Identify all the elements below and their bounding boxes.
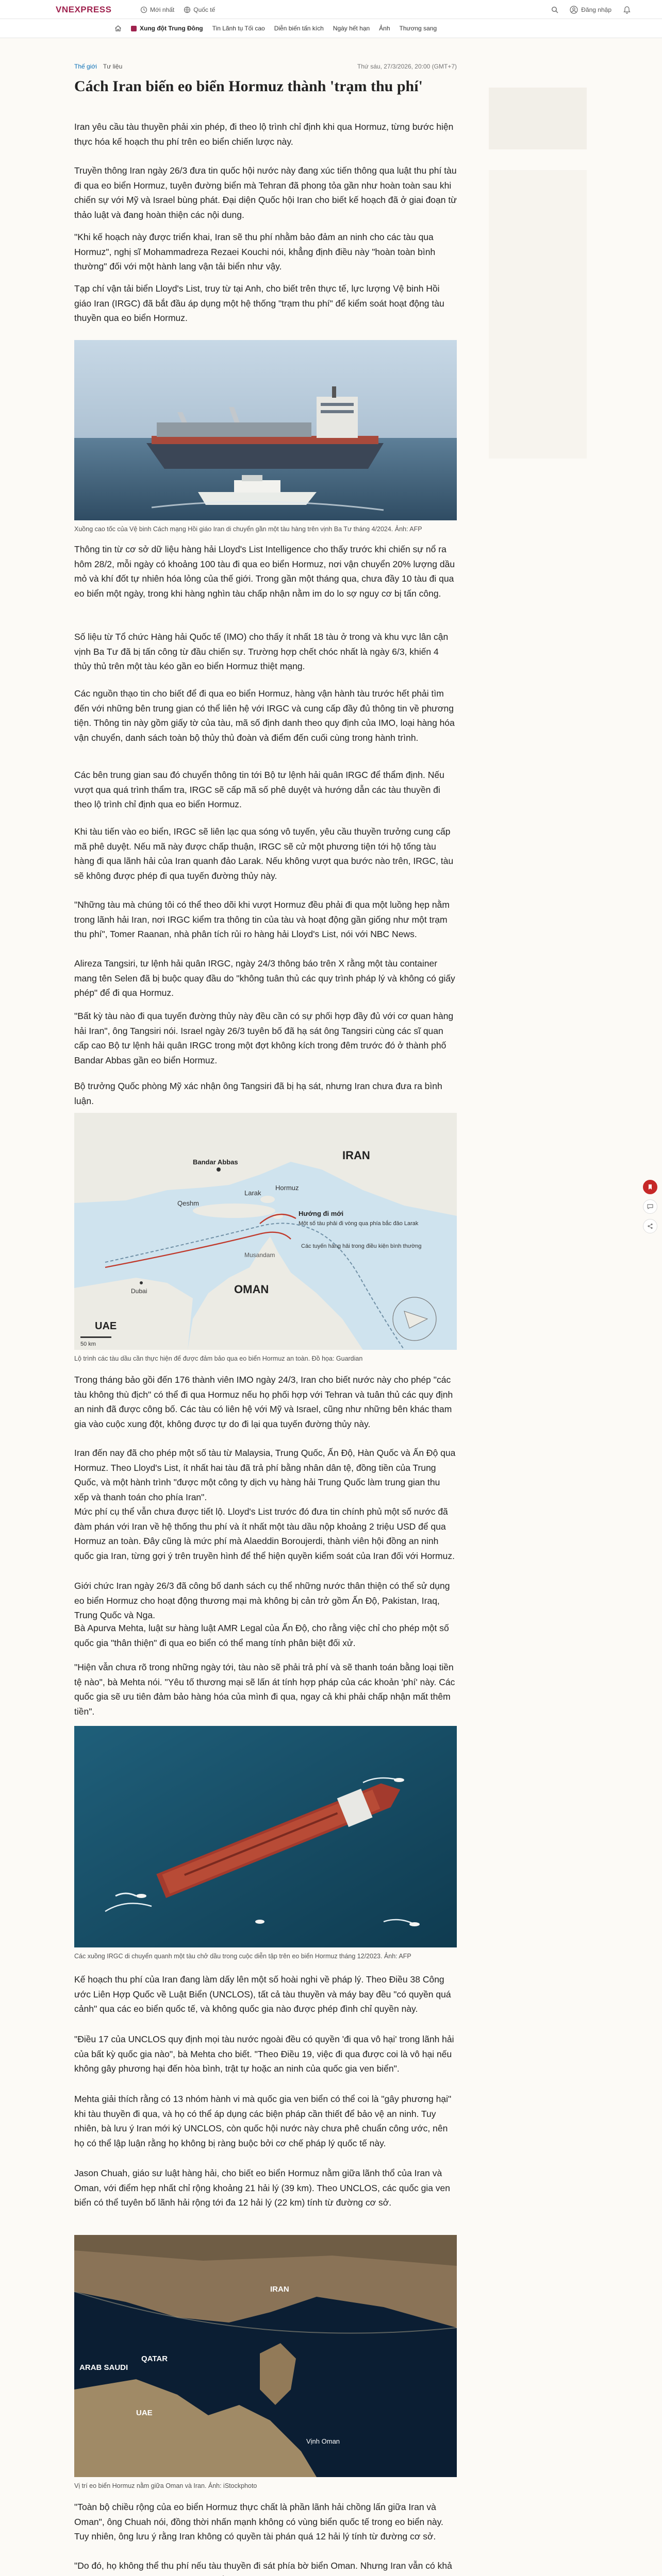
article-paragraph: Giới chức Iran ngày 26/3 đã công bố danh sách cụ thể những nước thân thiện có thể sử dụng eo biển Hormuz cho hoạt động thương mại mà không bị cản trở gồm Ấn Độ, Pakistan, Iraq, Trung Quốc và Nga. [74,1581,450,1621]
nav-intl[interactable]: Quốc tế [184,6,215,13]
menu-item[interactable]: Thương sang [399,25,437,32]
article-paragraph: "Do đó, họ không thể thu phí nếu tàu thuyền đi sát phía bờ biển Oman. Nhưng Iran vẫn có khả [74,2561,452,2571]
article-lead: Iran yêu cầu tàu thuyền phải xin phép, đi theo lộ trình chỉ định khi qua Hormuz, từng bước hiện thực hóa kế hoạch thu phí trên eo biển chiến lược này. [74,122,454,147]
article-paragraph: Các nguồn thạo tin cho biết để đi qua eo biển Hormuz, hàng vận hành tàu trước hết phải tìm đến với những bên trung gian có thể liên hệ với IRGC và cung cấp đầy đủ thông tin về phương tiện. Thông tin này gồm giấy tờ của tàu, mã số định danh theo quy định của IMO, loại hàng hóa vận chuyển, danh sách toàn bộ thủy thủ đoàn và điểm đến cuối cùng trong hành trình. [74,688,455,743]
home-icon[interactable] [114,25,122,32]
map-label-hormuz: Hormuz [275,1184,299,1192]
breadcrumb-section[interactable]: Thế giới [74,63,97,70]
menu [114,25,437,32]
map-label-oman: OMAN [234,1283,269,1296]
article-paragraph: Bộ trưởng Quốc phòng Mỹ xác nhận ông Tangsiri đã bị hạ sát, nhưng Iran chưa đưa ra bình luận. [74,1081,442,1106]
image-caption: Vị trí eo biển Hormuz nằm giữa Oman và Iran. Ảnh: iStockphoto [74,2482,257,2489]
article-image-map [74,1113,457,1350]
menu-bar [0,19,662,38]
floating-actions [643,1180,658,1239]
share-icon[interactable] [643,1219,657,1233]
image-caption: Xuồng cao tốc của Vệ binh Cách mạng Hồi giáo Iran di chuyển gần một tàu hàng trên vịnh Ba Tư tháng 4/2024. Ảnh: AFP [74,526,422,533]
top-bar [0,0,662,19]
top-nav [140,6,215,13]
globe-icon [184,6,191,13]
map-label-musandam: Musandam [244,1251,275,1259]
comment-icon[interactable] [643,1199,657,1214]
breadcrumb [74,63,122,70]
article-paragraph: Thông tin từ cơ sở dữ liệu hàng hải Lloyd's List Intelligence cho thấy trước khi chiến sự nổ ra hôm 28/2, mỗi ngày có khoảng 100 tàu đi qua eo biển Hormuz, nơi vận chuyển 20% lượng dầu mỏ và khí đốt tự nhiên hóa lỏng của thế giới. Trong gần một tháng qua, chưa đầy 10 tàu đi qua eo biển một ngày, trong khi hàng nghìn tàu chấp nhận nằm im do lo sợ nguy cơ bị tấn công. [74,544,455,599]
map-legend-new-route: Hướng đi mới [299,1210,344,1217]
article-paragraph: "Bất kỳ tàu nào đi qua tuyến đường thủy này đều cần có sự phối hợp đầy đủ với cơ quan hàng hải Iran", ông Tangsiri nói. Israel ngày 26/3 tuyên bố đã hạ sát ông Tangsiri cùng các sĩ quan cấp cao Bộ tư lệnh hải quân IRGC trong một đợt không kích trong đêm trước đó ở thành phố Bandar Abbas gần eo biển Hormuz. [74,1011,454,1065]
tanker-photo [74,1726,457,1947]
article-paragraph: Truyền thông Iran ngày 26/3 đưa tin quốc hội nước này đang xúc tiến thông qua luật thu phí tàu đi qua eo biển Hormuz, tuyên đường biển mà Tehran đã phong tỏa gần như hoàn toàn sau khi chiến sự với Mỹ và Israel bùng phát. Đại diện Quốc hội Iran cho biết kế hoạch đã ở giai đoạn từ thảo luật và đang hoàn thiện các nội dung. [74,165,457,220]
article-paragraph: Mehta giải thích rằng có 13 nhóm hành vi mà quốc gia ven biển có thể coi là "gây phương hại" khi tàu thuyền đi qua, và họ có thể áp dụng các biện pháp cần thiết để bảo vệ an ninh. Tuy nhiên, bà lưu ý Iran mới ký UNCLOS, còn quốc hội nước này chưa phê chuẩn công ước, nên họ có thể lập luận rằng họ không bị ràng buộc bởi cơ chế pháp lý quốc tế này. [74,2094,452,2148]
sidebar-box [489,170,587,459]
sat-label-saudi: ARAB SAUDI [79,2363,128,2372]
page-title: Cách Iran biến eo biển Hormuz thành 'trạm thu phí' [74,78,423,95]
top-right [551,6,631,14]
map-legend-detour: Một số tàu phải đi vòng qua phía bắc đảo Larak [299,1221,419,1227]
map-label-dubai: Dubai [131,1287,147,1295]
site-logo[interactable]: VNEXPRESS [56,5,112,14]
login-button[interactable]: Đăng nhập [570,6,611,14]
map-scale: 50 km [80,1341,96,1347]
breadcrumb-subsection[interactable]: Tư liệu [103,63,123,70]
map-label-qeshm: Qeshm [177,1199,199,1207]
article-paragraph: "Những tàu mà chúng tôi có thể theo dõi khi vượt Hormuz đều phải đi qua một luồng hẹp nằm trong lãnh hải Iran, nơi IRGC kiểm tra thông tin của tàu và hoạt động gần giống như một trạm thu phí", Tomer Raanan, nhà phân tích rủi ro hàng hải Lloyd's List, nói với NBC News. [74,900,450,940]
search-icon[interactable] [551,6,558,13]
article-paragraph: "Hiện vẫn chưa rõ trong những ngày tới, tàu nào sẽ phải trả phí và sẽ thanh toán bằng loại tiền tệ nào", bà Mehta nói. "Yêu tố thương mại sẽ lấn át tính hợp pháp của các khoản 'phí' này. Các quốc gia sẽ ưu tiên đảm bảo hàng hóa của mình đi qua, ngay cả khi phải chấp nhận mất thêm tiền". [74,1662,455,1717]
save-icon[interactable] [643,1180,657,1194]
article-paragraph: Alireza Tangsiri, tư lệnh hải quân IRGC, ngày 24/3 thông báo trên X rằng một tàu container mang tên Selen đã bị buộc quay đầu do "không tuân thủ các quy trình pháp lý và không có giấy phép" để đi qua Hormuz. [74,958,455,998]
menu-item[interactable]: Tin Lãnh tụ Tối cao [212,25,265,32]
map-label-uae: UAE [95,1320,117,1332]
article-paragraph: Iran đến nay đã cho phép một số tàu từ Malaysia, Trung Quốc, Ấn Độ, Hàn Quốc và Ấn Độ qua Hormuz. Theo Lloyd's List, ít nhất hai tàu đã trả phí bằng nhân dân tệ, đồng tiền của Trung Quốc, và một hành trình "được một công ty dịch vụ hàng hải Trung Quốc làm trung gian thu xếp và thanh toán cho phía Iran". [74,1448,456,1502]
clock-icon [140,6,147,13]
image-caption: Lộ trình các tàu dầu cần thực hiện để được đảm bảo qua eo biển Hormuz an toàn. Đồ họa: Guardian [74,1355,363,1362]
article-image-satellite [74,2235,457,2477]
sat-label-uae: UAE [136,2409,153,2417]
nav-latest[interactable]: Mới nhất [140,6,174,13]
map-label-bandar: Bandar Abbas [193,1158,238,1166]
article-paragraph: "Khi kế hoạch này được triển khai, Iran sẽ thu phí nhằm bảo đảm an ninh cho các tàu qua Hormuz", nghị sĩ Mohammadreza Rezaei Kouchi nói, khẳng định điều này "hoàn toàn bình thường" đối với một hành lang vận tải biển như vậy. [74,232,436,272]
image-caption: Các xuồng IRGC di chuyển quanh một tàu chở dầu trong cuộc diễn tập trên eo biển Hormuz tháng 12/2023. Ảnh: AFP [74,1953,411,1960]
map-legend-normal: Các tuyến hàng hải trong điều kiện bình thường [301,1243,422,1249]
article-paragraph: Jason Chuah, giáo sư luật hàng hải, cho biết eo biển Hormuz nằm giữa lãnh thổ của Iran và Oman, với điểm hẹp nhất chỉ rộng khoảng 21 hải lý (39 km). Theo UNCLOS, các quốc gia ven biển có thể tuyên bố lãnh hải rộng tới đa 12 hải lý (22 km) tính từ đường cơ sở. [74,2168,451,2208]
hormuz-map [74,1113,457,1350]
user-icon [570,6,578,14]
article-image-tanker [74,1726,457,1947]
menu-item[interactable]: Ngày hết hạn [333,25,370,32]
map-label-iran: IRAN [342,1149,370,1162]
sat-label-gulf-oman: Vịnh Oman [306,2437,340,2445]
bell-icon[interactable] [623,6,631,14]
article-paragraph: Trong tháng bảo gồi đến 176 thành viên IMO ngày 24/3, Iran cho biết nước này cho phép "các tàu không thù địch" có thể đi qua Hormuz nếu họ phối hợp với Tehran và tuân thủ các quy định an ninh đã được công bố. Các tàu có liên hệ với Mỹ và Israel, cũng như những bên khác tham gia vào cuộc xung đột, không được tự do đi lại qua tuyến đường thủy này. [74,1375,453,1429]
article-paragraph: "Toàn bộ chiều rộng của eo biển Hormuz thực chất là phần lãnh hải chồng lấn giữa Iran và Oman", ông Chuah nói, đồng thời nhấn mạnh không có vùng biển quốc tế trong eo biển này. Tuy nhiên, ông lưu ý rằng Iran không có quyền tài phán quá 12 hải lý tính từ đường cơ sở. [74,2502,443,2542]
article-image-ship [74,340,457,520]
sat-label-iran: IRAN [270,2285,289,2294]
satellite-photo [74,2235,457,2477]
article-paragraph: Tạp chí vận tải biển Lloyd's List, truy từ tại Anh, cho biết trên thực tế, lực lượng Vệ binh Hồi giáo Iran (IRGC) đã bắt đầu áp dụng một hệ thống "trạm thu phí" để kiểm soát hoạt động tàu thuyền qua eo biển Hormuz. [74,283,444,324]
article-paragraph: Kế hoạch thu phí của Iran đang làm dấy lên một số hoài nghi về pháp lý. Theo Điều 38 Công ước Liên Hợp Quốc về Luật Biển (UNCLOS), tất cả tàu thuyền và máy bay đều "có quyền quá cảnh" qua các eo biển quốc tế, và không quốc gia nào được phép đình chỉ quyền này. [74,1974,451,2014]
menu-item[interactable]: Diễn biến tấn kích [274,25,324,32]
breaking-topic[interactable]: Xung đột Trung Đông [131,25,203,32]
article-paragraph: Khi tàu tiến vào eo biển, IRGC sẽ liên lạc qua sóng vô tuyến, yêu cầu thuyền trưởng cung cấp mã phê duyệt. Nếu mã này được chấp thuận, IRGC sẽ cử một phương tiện tới hộ tống tàu hàng đi qua lãnh hải của Iran quanh đảo Larak. Nếu không vượt qua bước nào trên, IRGC, tàu sẽ không được phép đi qua tuyến đường thủy này. [74,826,454,881]
publish-date: Thứ sáu, 27/3/2026, 20:00 (GMT+7) [357,63,457,70]
article-paragraph: Các bên trung gian sau đó chuyển thông tin tới Bộ tư lệnh hải quân IRGC để thẩm định. Nếu vượt qua quá trình thẩm tra, IRGC sẽ cấp mã số phê duyệt và hướng dẫn các tàu thuyền đi theo lộ trình chỉ định qua eo biển Hormuz. [74,770,444,810]
hot-topic-icon [131,26,137,31]
map-label-larak: Larak [244,1189,261,1197]
article-paragraph: Bà Apurva Mehta, luật sư hàng luật AMR Legal của Ấn Độ, cho rằng việc chỉ cho phép một số quốc gia "thân thiện" đi qua eo biển có thể mang tính phân biệt đối xử. [74,1623,449,1648]
article-paragraph: Số liệu từ Tổ chức Hàng hải Quốc tế (IMO) cho thấy ít nhất 18 tàu ở trong và khu vực lân cận vịnh Ba Tư đã bị tấn công từ đầu chiến sự. Trường hợp chết chóc nhất là ngày 6/3, khiến 4 thủy thủ trên một tàu kéo gần eo biển Hormuz thiệt mạng. [74,632,449,672]
article-paragraph: "Điều 17 của UNCLOS quy định mọi tàu nước ngoài đều có quyền 'đi qua vô hại' trong lãnh hải của bất kỳ quốc gia nào", bà Mehta cho biết. "Theo Điều 19, việc đi qua được coi là vô hại nếu không gây phương hại đến hòa bình, trật tự hoặc an ninh của quốc gia ven biển". [74,2034,454,2074]
article-paragraph: Mức phí cụ thể vẫn chưa được tiết lộ. Lloyd's List trước đó đưa tin chính phủ một số nước đã đàm phán với Iran về hệ thống thu phí và ít nhất một tàu dầu nộp khoảng 2 triệu USD để qua Hormuz an toàn. Đây cũng là mức phí mà Alaeddin Boroujerdi, thành viên hội đồng an ninh quốc gia Iran, từng gợi ý trên truyền hình để thể hiện quyền kiểm soát của Iran đối với Hormuz. [74,1506,455,1561]
sidebar-ad [489,88,587,149]
menu-item[interactable]: Ảnh [379,25,390,32]
sat-label-qatar: QATAR [141,2354,168,2363]
ship-photo [74,340,457,520]
